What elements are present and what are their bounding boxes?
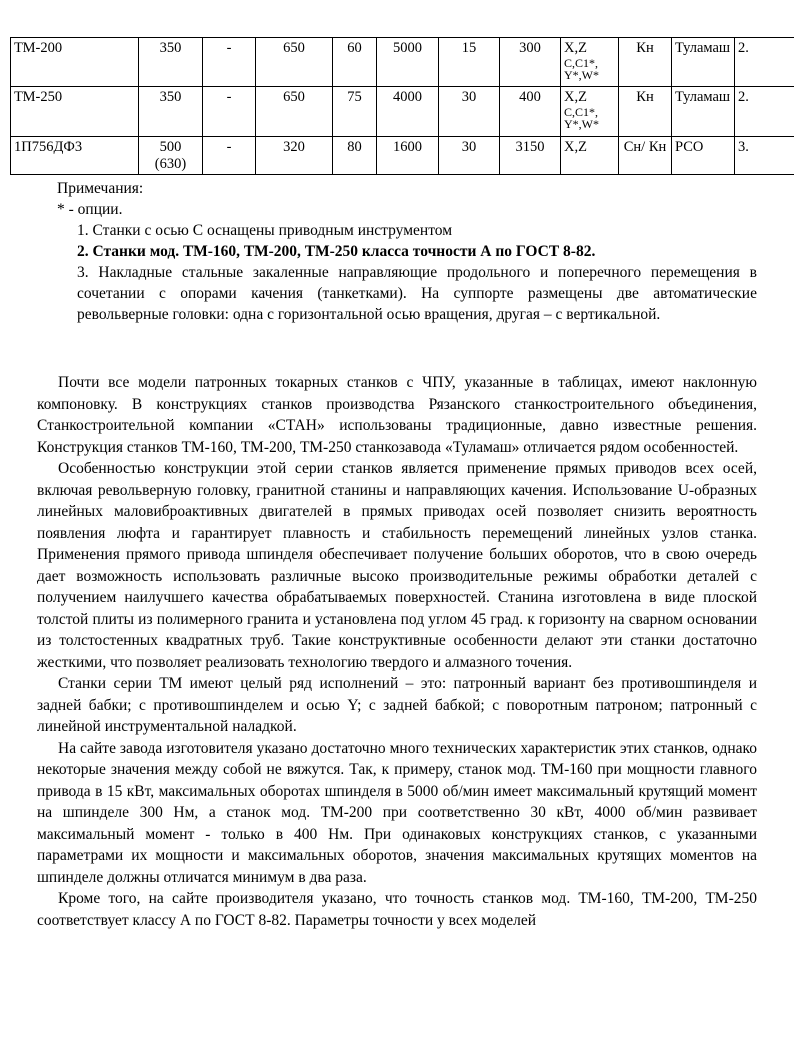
table-cell: 400 (500, 87, 561, 137)
table-cell: 30 (439, 87, 500, 137)
table-cell: 1600 (377, 137, 439, 175)
note-3: 3. Накладные стальные закаленные направляющие продольного и поперечного перемещения в сочетании с опорами качения (танкетками). На суппорте размещены две автоматические револьверные головки: одна с горизонтальной осью вращения, другая – с вертикальной. (77, 264, 757, 323)
table-cell: Кн (619, 87, 672, 137)
table-cell: 2. (735, 38, 794, 87)
table-cell: 1П756ДФ3 (11, 137, 139, 175)
table-row (11, 87, 794, 137)
table-cell: 30 (439, 137, 500, 175)
paragraph: Почти все модели патронных токарных станков с ЧПУ, указанные в таблицах, имеют наклонную компоновку. В конструкциях станков производства Рязанского станкостроительного объединения, Станкостроительной компании «СТАН» использованы традиционные, давно известные решения. Конструкция станков ТМ-160, ТМ-200, ТМ-250 станкозавода «Туламаш» отличается рядом особенностей. (37, 374, 757, 456)
paragraph: Станки серии ТМ имеют целый ряд исполнений – это: патронный вариант без противошпинделя и задней бабки; с противошпинделем и осью Y; с задней бабкой; с поворотным патроном; патронный с линейной инструментальной наладкой. (37, 675, 757, 735)
table-cell: 3150 (500, 137, 561, 175)
table-cell: X,Z (561, 137, 619, 175)
table-cell: 75 (333, 87, 377, 137)
table-cell: 4000 (377, 87, 439, 137)
paragraph: Особенностью конструкции этой серии станков является применение прямых приводов всех осей, включая револьверную головку, гранитной станины и направляющих качения. Использование U-образных линейных маловиброактивных двигателей в прямых приводах осей позволяет снизить вероятность появления люфта и гарантирует плавность и стабильность перемещений линейных узлов станка. Применения прямого привода шпинделя обеспечивает получение больших оборотов, что в свою очередь дает возможность использовать различные высоко производительные режимы обработки деталей с получением наилучшего качества обрабатываемых поверхностей. Станина изготовлена в виде плоской толстой плиты из полимерного гранита и установлена под углом 45 град. к горизонту на сварном основании из толстостенных квадратных труб. Такие конструктивные особенности делают эти станки достаточно жесткими, что позволяет реализовать технологию твердого и алмазного точения. (37, 460, 757, 671)
table-cell: 500 (630) (139, 137, 203, 175)
table-cell: 650 (256, 87, 333, 137)
table-cell: - (203, 137, 256, 175)
table-cell: ТМ-200 (11, 38, 139, 87)
table-cell: - (203, 87, 256, 137)
table-cell: 15 (439, 38, 500, 87)
notes-options: * - опции. (57, 201, 123, 218)
notes-heading: Примечания: (57, 180, 144, 197)
table-cell: 350 (139, 87, 203, 137)
table-cell: 3. (735, 137, 794, 175)
table-cell: Сн/ Кн (619, 137, 672, 175)
table-cell: 300 (500, 38, 561, 87)
table-cell: 80 (333, 137, 377, 175)
table-cell: Туламаш (672, 87, 735, 137)
table-cell: 60 (333, 38, 377, 87)
table-cell: Кн (619, 38, 672, 87)
table-row (11, 137, 794, 175)
table-cell: X,Z С,С1*, Y*,W* (561, 38, 619, 87)
table-cell: 350 (139, 38, 203, 87)
notes-section (57, 178, 757, 325)
table-cell: 320 (256, 137, 333, 175)
note-1: 1. Станки с осью С оснащены приводным инструментом (77, 222, 453, 239)
note-2: 2. Станки мод. ТМ-160, ТМ-200, ТМ-250 класса точности А по ГОСТ 8-82. (77, 243, 596, 260)
paragraph: Кроме того, на сайте производителя указано, что точность станков мод. ТМ-160, ТМ-200, ТМ-250 соответствует классу А по ГОСТ 8-82. Параметры точности у всех моделей (37, 890, 757, 929)
table-cell: 5000 (377, 38, 439, 87)
table-cell: 2. (735, 87, 794, 137)
table-row (11, 38, 794, 87)
spec-table (10, 37, 794, 175)
paragraph: На сайте завода изготовителя указано достаточно много технических характеристик этих станков, однако некоторые значения между собой не вяжутся. Так, к примеру, станок мод. ТМ-160 при мощности главного привода в 15 кВт, максимальных оборотах шпинделя в 5000 об/мин имеет максимальный крутящий момент на шпинделе 300 Нм, а станок мод. ТМ-200 при соответственно 30 кВт, 4000 об/мин развивает максимальный момент - только в 400 Нм. При одинаковых конструкциях станков, с указанными параметрами их мощности и максимальных оборотов, значения максимальных крутящих моментов на шпинделе должны отличатся минимум в два раза. (37, 739, 757, 886)
body-text (37, 372, 757, 931)
table-cell: Туламаш (672, 38, 735, 87)
table-cell: ТМ-250 (11, 87, 139, 137)
table-cell: X,Z С,С1*, Y*,W* (561, 87, 619, 137)
table-cell: РСО (672, 137, 735, 175)
table-cell: 650 (256, 38, 333, 87)
table-cell: - (203, 38, 256, 87)
